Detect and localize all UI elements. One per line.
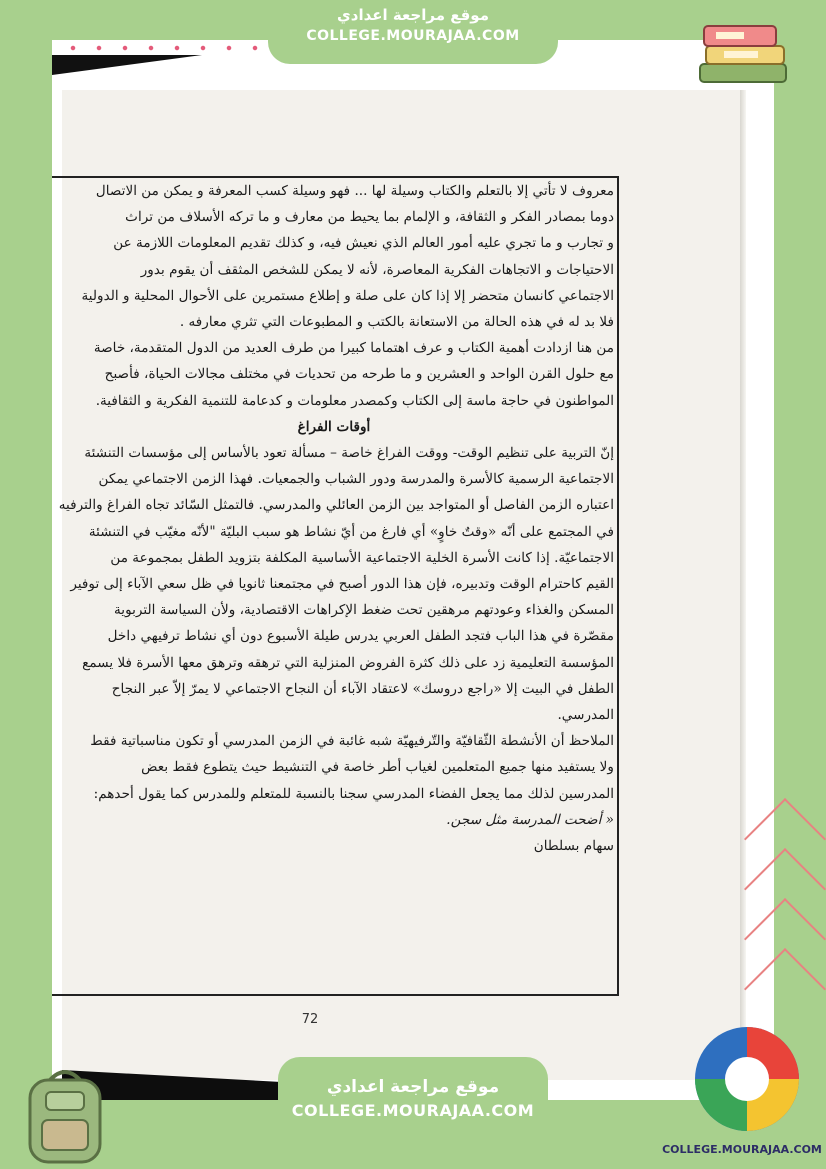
text-line: الملاحظ أن الأنشطة الثّقافيّة والتّرفيهيّة شبه غائبة في الزمن المدرسي أو تكون مناسباتية فقط bbox=[90, 733, 614, 750]
text-line: المسكن والغذاء وعودتهم مرهقين تحت ضغط الإكراهات الاقتصادية، ولأن السياسة التربوية bbox=[114, 602, 614, 619]
chevron-decoration bbox=[742, 790, 826, 1040]
text-line: إنّ التربية على تنظيم الوقت- ووقت الفراغ خاصة – مسألة تعود بالأساس إلى مؤسسات التنشئة bbox=[84, 445, 614, 462]
section-heading: أوقات الفراغ bbox=[297, 418, 371, 435]
books-stack-icon bbox=[694, 12, 792, 92]
bottom-banner-url[interactable]: COLLEGE.MOURAJAA.COM bbox=[291, 1101, 535, 1120]
text-line: دوما بمصادر الفكر و الثقافة، و الإلمام بما يحيط من معارف و ما تركه الأسلاف من تراث bbox=[125, 209, 614, 226]
top-banner-url[interactable]: COLLEGE.MOURAJAA.COM bbox=[306, 28, 520, 44]
text-line: ولا يستفيد منها جميع المتعلمين لغياب أطر خاصة في التنشيط حيث يتطوع فقط بعض bbox=[141, 759, 614, 776]
article-text bbox=[54, 178, 614, 968]
page-number: 72 bbox=[301, 1012, 319, 1027]
text-line: في المجتمع على أنّه «وقتٌ خاوٍ» أي فارغ من أيّ نشاط هو سبب البليّة "لأنّه مغيّب في التنشئة bbox=[88, 523, 614, 540]
quote-line: « أضحت المدرسة مثل سجن. bbox=[446, 811, 614, 828]
backpack-icon bbox=[10, 1062, 120, 1166]
bottom-banner[interactable] bbox=[278, 1057, 548, 1169]
text-line: القيم كاحترام الوقت وتدبيره، فإن هذا الدور أصبح في مجتمعنا ثانويا في ظل سعي الآباء إلى توفير bbox=[70, 576, 614, 593]
text-line: الاجتماعيّة. إذا كانت الأسرة الخلية الاجتماعية الأساسية المكلفة بتزويد الطفل بمجموعة من bbox=[110, 549, 614, 566]
text-line: الطفل في البيت إلا «راجع دروسك» لاعتقاد الآباء أن النجاح الاجتماعي لا يمرّ إلاّ عبر النجاح bbox=[111, 680, 614, 697]
text-line: من هنا ازدادت أهمية الكتاب و عرف اهتماما كبيرا من طرف العديد من الدول المتقدمة، خاصة bbox=[93, 340, 614, 357]
author-name: سهام بسلطان bbox=[533, 838, 614, 855]
bottom-banner-arabic: موقع مراجعة اعدادي bbox=[326, 1077, 500, 1097]
text-line: مقصّرة في هذا الباب فتجد الطفل العربي يدرس طيلة الأسبوع دون أي نشاط ترفيهي داخل bbox=[107, 628, 614, 645]
text-line: اعتباره الزمن الفاصل أو المتواجد بين الزمن العائلي والمدرسي. فالتمثل السّائد تجاه الفراغ والترفيه bbox=[58, 497, 614, 514]
top-banner[interactable] bbox=[268, 0, 558, 64]
text-line: المؤسسة التعليمية زد على ذلك كثرة الفروض المنزلية التي ترهقه وترهق معها الأسرة فلا يسمع bbox=[82, 654, 614, 671]
text-line: المدرسي. bbox=[557, 707, 614, 724]
text-line: و تجارب و ما تجري عليه أمور العالم الذي نعيش فيه، و كذلك تقديم المعلومات اللازمة عن bbox=[113, 235, 614, 252]
text-line: المواطنون في حاجة ماسة إلى الكتاب وكمصدر معلومات و كدعامة للتنمية الفكرية و الثقافية. bbox=[95, 392, 614, 409]
top-banner-arabic: موقع مراجعة اعدادي bbox=[337, 6, 489, 24]
text-line: المدرسين لذلك مما يجعل الفضاء المدرسي سجنا بالنسبة للمتعلم وللمدرس كما يقول أحدهم: bbox=[93, 785, 614, 802]
chevron-up-icon bbox=[744, 948, 826, 1030]
text-line: فلا بد له في هذه الحالة من الاستعانة بالكتب و المطبوعات التي تثري معارفه . bbox=[179, 314, 614, 331]
text-line: الاحتياجات و الاتجاهات الفكرية المعاصرة، لأنه لا يمكن للشخص المثقف أن يقوم بدور bbox=[140, 261, 614, 278]
text-line: الاجتماعية الرسمية كالأسرة والمدرسة ودور الشباب والجمعيات. فهذا الزمن الاجتماعي يمكن bbox=[98, 471, 614, 488]
text-line: مع حلول القرن الواحد و العشرين و ما طرحه من تحديات في مختلف مجالات الحياة، فأصبح bbox=[104, 366, 614, 383]
text-line: الاجتماعي كانسان متحضر إلا إذا كان على صلة و إطلاع مستمرين على الأحوال المحلية و الدولية bbox=[81, 287, 614, 304]
badge-url[interactable]: COLLEGE.MOURAJAA.COM bbox=[662, 1143, 822, 1156]
site-badge-icon bbox=[692, 1024, 802, 1134]
decorative-dots bbox=[60, 44, 260, 52]
text-line: معروف لا تأتي إلا بالتعلم والكتاب وسيلة لها ... فهو وسيلة كسب المعرفة و يمكن من الاتصال bbox=[95, 183, 614, 199]
